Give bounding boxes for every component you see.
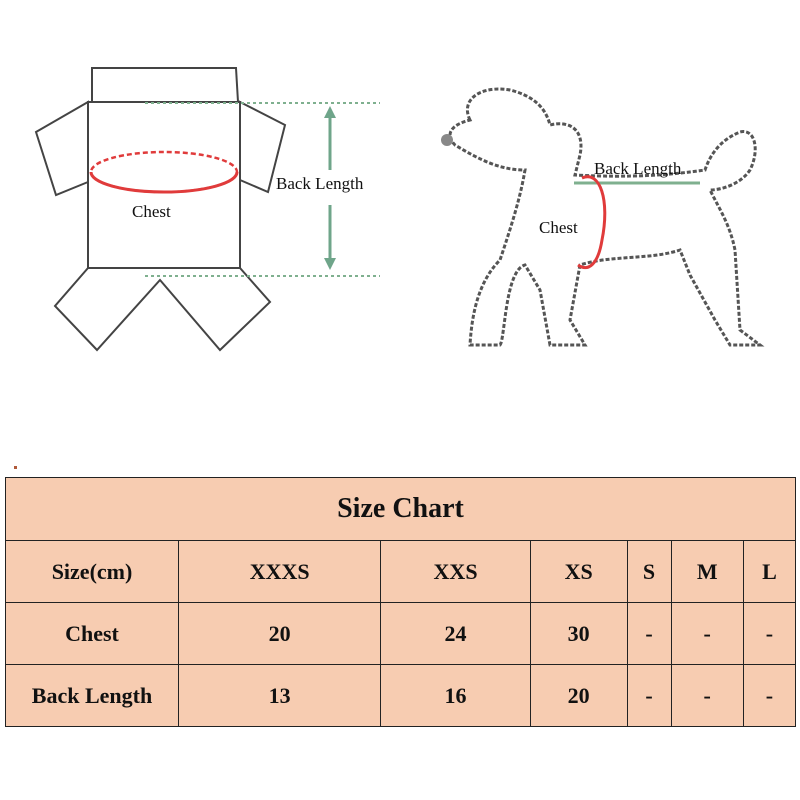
row-label-back-length: Back Length — [6, 665, 179, 727]
table-cell: 20 — [530, 665, 627, 727]
table-header-row — [6, 541, 796, 603]
table-cell: - — [627, 665, 671, 727]
dog-diagram — [410, 60, 800, 380]
dog-outline — [410, 60, 800, 380]
garment-back-length-label: Back Length — [276, 174, 364, 193]
dog-back-length-label: Back Length — [594, 159, 682, 178]
table-row — [6, 665, 796, 727]
header-cell-xxs: XXS — [381, 541, 531, 603]
size-chart-table — [5, 477, 796, 727]
table-cell: 16 — [381, 665, 531, 727]
table-cell: 30 — [530, 603, 627, 665]
header-cell-size: Size(cm) — [6, 541, 179, 603]
header-cell-m: M — [671, 541, 743, 603]
header-cell-s: S — [627, 541, 671, 603]
garment-diagram — [0, 40, 410, 370]
size-chart-title: Size Chart — [6, 478, 796, 541]
decorative-dot — [14, 466, 17, 469]
garment-outline — [0, 40, 410, 370]
table-cell: - — [743, 665, 795, 727]
table-cell: - — [671, 665, 743, 727]
header-cell-xs: XS — [530, 541, 627, 603]
table-cell: 20 — [179, 603, 381, 665]
table-cell: - — [743, 603, 795, 665]
table-cell: 13 — [179, 665, 381, 727]
table-cell: - — [627, 603, 671, 665]
row-label-chest: Chest — [6, 603, 179, 665]
header-cell-xxxs: XXXS — [179, 541, 381, 603]
table-cell: 24 — [381, 603, 531, 665]
table-cell: - — [671, 603, 743, 665]
table-row — [6, 603, 796, 665]
garment-chest-label: Chest — [132, 202, 171, 221]
dog-chest-label: Chest — [539, 218, 578, 237]
header-cell-l: L — [743, 541, 795, 603]
